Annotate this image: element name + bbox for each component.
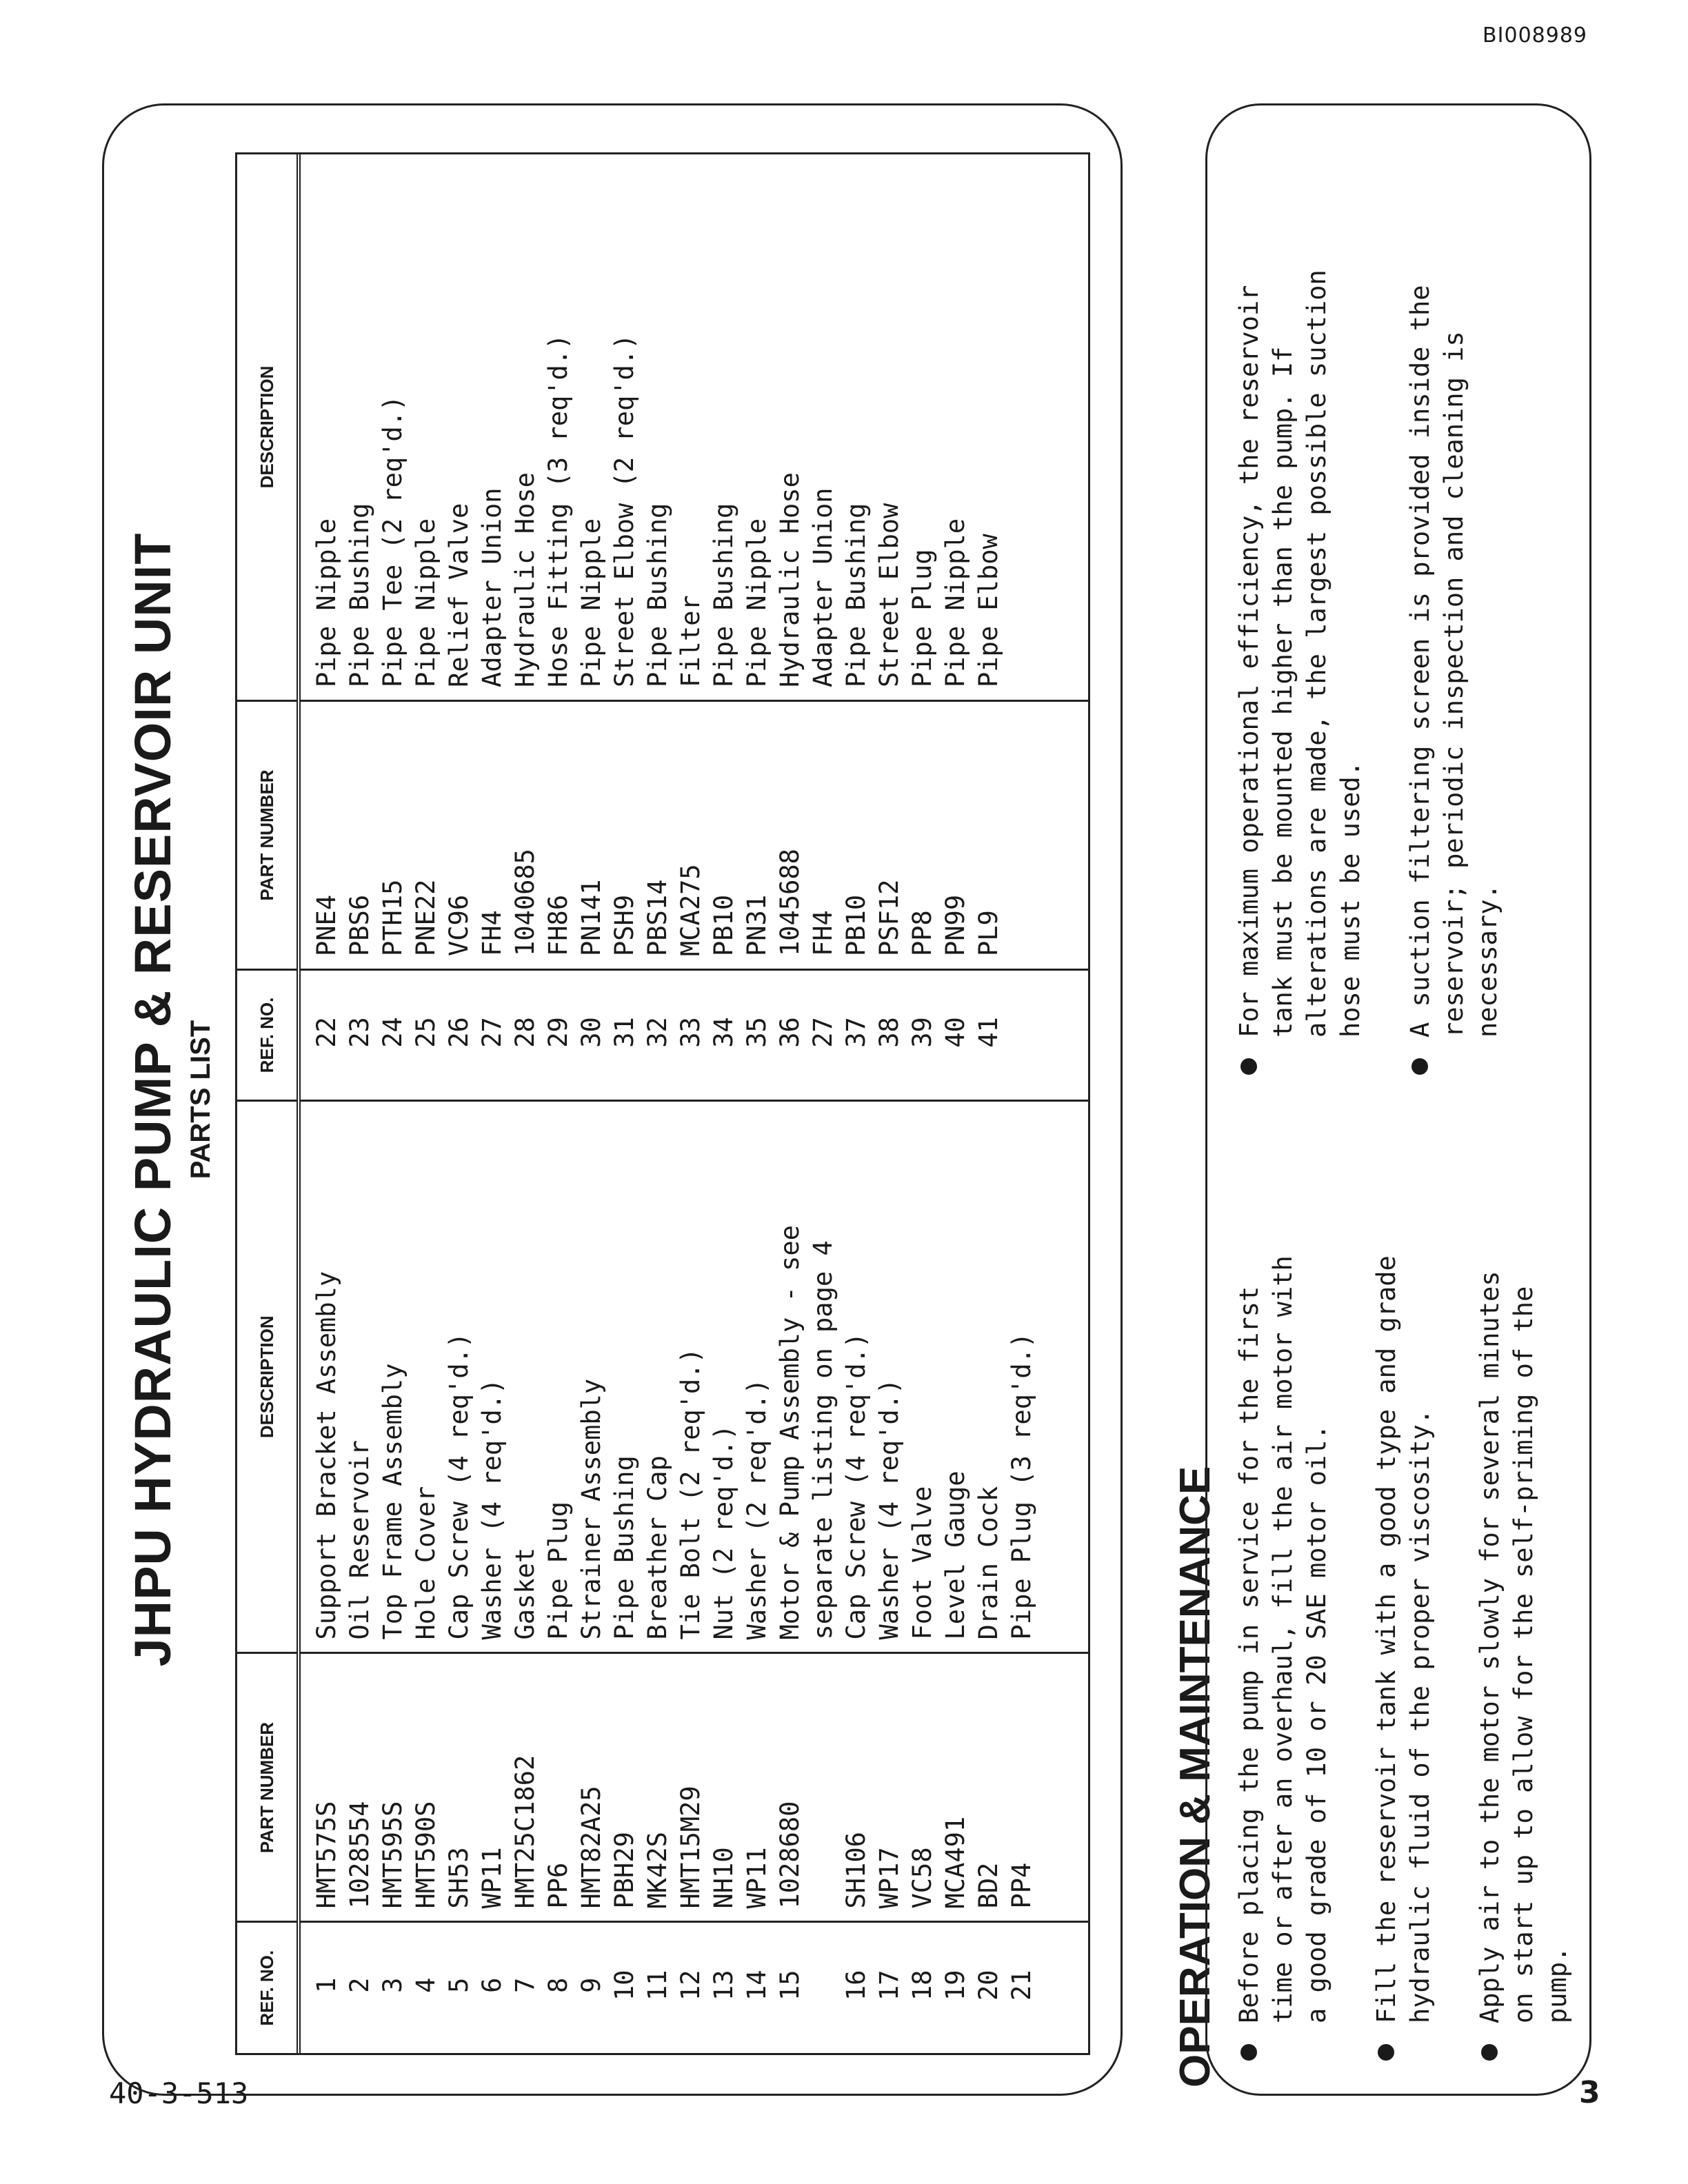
ref-no-cell: 38 xyxy=(874,1017,904,1048)
ref-no-cell: 13 xyxy=(709,1970,738,2001)
part-number-column xyxy=(299,1653,1088,1922)
document-id: BI008989 xyxy=(1483,23,1587,48)
description-column xyxy=(299,154,1088,701)
part-number-cell: PN99 xyxy=(941,894,970,956)
description-cell: Filter xyxy=(676,595,705,687)
ref-no-cell: 31 xyxy=(610,1017,639,1048)
rotated-content xyxy=(102,103,1605,2096)
part-number-cell: PB10 xyxy=(709,894,738,956)
part-number-cell: PP8 xyxy=(907,910,937,956)
description-cell: Pipe Bushing xyxy=(643,503,672,687)
ref-no-cell: 30 xyxy=(576,1017,606,1048)
ref-no-cell xyxy=(807,1930,840,2041)
instruction-text: Fill the reservoir tank with a good type and grade hydraulic fluid of the proper viscosity. xyxy=(1372,1255,1435,2023)
part-number-cell: FH4 xyxy=(808,910,838,956)
part-number-cell: 1028680 xyxy=(775,1801,805,1909)
part-number-cell: HMT595S xyxy=(378,1801,408,1909)
description-cell: Relief Valve xyxy=(444,503,474,687)
description-cell: Pipe Bushing xyxy=(841,503,871,687)
description-cell: Pipe Nipple xyxy=(312,518,341,687)
part-number-column xyxy=(299,701,1088,970)
ref-no-cell: 33 xyxy=(676,1017,705,1048)
ref-no-cell: 14 xyxy=(742,1970,772,2001)
part-number-cell: PNE4 xyxy=(312,894,341,956)
description-cell: Pipe Nipple xyxy=(576,518,606,687)
part-number-cell: PP4 xyxy=(1007,1862,1036,1909)
ref-no-cell: 34 xyxy=(709,1017,738,1048)
part-number-cell: HMT15M29 xyxy=(676,1786,705,1909)
ref-no-cell: 39 xyxy=(907,1017,937,1048)
ref-no-column xyxy=(299,1922,1088,2053)
instruction-text: For maximum operational efficiency, the reservoir tank must be mounted higher than the pump. If alterations are made, the largest possible suction hose must be used. xyxy=(1234,270,1365,1038)
ref-no-cell: 8 xyxy=(543,1977,573,1993)
ref-no-cell: 9 xyxy=(576,1977,606,1993)
bullet-icon xyxy=(1481,2044,1498,2061)
ref-no-cell: 12 xyxy=(676,1970,705,2001)
instructions-right-column xyxy=(1232,143,1540,1080)
ref-no-cell: 4 xyxy=(411,1977,441,1993)
part-number-cell: 1045688 xyxy=(775,849,805,956)
part-number-cell: MK42S xyxy=(643,1832,672,1909)
instruction-item xyxy=(1369,1129,1437,2066)
description-cell: Washer (2 req'd.) xyxy=(742,1378,772,1640)
description-cell: Strainer Assembly xyxy=(576,1378,606,1640)
ref-no-cell: 6 xyxy=(477,1977,507,1993)
ref-no-cell: 5 xyxy=(444,1977,474,1993)
part-number-cell: WP11 xyxy=(477,1847,507,1909)
part-number-cell: MCA491 xyxy=(941,1816,970,1909)
part-number-cell: BD2 xyxy=(974,1862,1003,1909)
description-cell: Hydraulic Hose xyxy=(510,472,540,687)
ref-no-cell: 11 xyxy=(643,1970,672,2001)
description-cell: Street Elbow (2 req'd.) xyxy=(610,334,639,687)
bullet-icon xyxy=(1240,2044,1257,2061)
description-cell: Oil Reservoir xyxy=(345,1439,374,1640)
part-number-cell: VC58 xyxy=(907,1847,937,1909)
instruction-item xyxy=(1232,1129,1334,2066)
ref-no-cell: 27 xyxy=(477,1017,507,1048)
description-cell: Top Frame Assembly xyxy=(378,1363,408,1640)
bullet-icon xyxy=(1411,1058,1428,1075)
description-cell: Pipe Bushing xyxy=(610,1455,639,1640)
description-cell: Cap Screw (4 req'd.) xyxy=(444,1332,474,1640)
parts-table-right xyxy=(237,154,1088,1102)
ref-no-cell: 27 xyxy=(808,1017,838,1048)
part-number-cell: PBH29 xyxy=(610,1832,639,1909)
part-number-cell: PN31 xyxy=(742,894,772,956)
instruction-text: Before placing the pump in service for the first time or after an overhaul, fill the air motor with a good grade of 10 or 20 SAE motor oil. xyxy=(1234,1255,1332,2023)
description-cell: Hydraulic Hose xyxy=(775,472,805,687)
part-number-cell: HMT25C1862 xyxy=(510,1755,540,1909)
description-cell: Pipe Nipple xyxy=(742,518,772,687)
ref-no-cell: 22 xyxy=(312,1017,341,1048)
description-cell: Pipe Bushing xyxy=(709,503,738,687)
description-cell: Adapter Union xyxy=(808,487,838,687)
description-cell: Cap Screw (4 req'd.) xyxy=(841,1332,871,1640)
part-number-cell: NH10 xyxy=(709,1847,738,1909)
ref-no-cell: 10 xyxy=(610,1970,639,2001)
instruction-text: Apply air to the motor slowly for several minutes on start up to allow for the self-priming of the pump. xyxy=(1475,1271,1572,2023)
parts-table-left xyxy=(237,1102,1088,2053)
description-cell: Pipe Bushing xyxy=(345,503,374,687)
ref-no-cell: 18 xyxy=(907,1970,937,2001)
operation-maintenance-panel xyxy=(1205,103,1591,2096)
instructions-left-column xyxy=(1232,1129,1610,2066)
instruction-item xyxy=(1473,1129,1574,2066)
description-cell: Washer (4 req'd.) xyxy=(477,1378,507,1640)
page-number: 3 xyxy=(1579,2075,1600,2110)
part-number-cell: 1028554 xyxy=(345,1801,374,1909)
part-number-cell: VC96 xyxy=(444,894,474,956)
ref-no-cell: 36 xyxy=(775,1017,805,1048)
description-cell: Pipe Plug (3 req'd.) xyxy=(1007,1332,1036,1640)
ref-no-cell: 29 xyxy=(543,1017,573,1048)
description-cell: separate listing on page 4 xyxy=(808,1240,838,1640)
description-header: DESCRIPTION xyxy=(237,1102,299,1653)
part-number-cell: PNE22 xyxy=(411,879,441,956)
instruction-text: A suction filtering screen is provided inside the reservoir; periodic inspection and cleaning is necessary. xyxy=(1405,285,1503,1038)
ref-no-cell: 35 xyxy=(742,1017,772,1048)
description-cell: Nut (2 req'd.) xyxy=(709,1424,738,1640)
ref-no-cell: 21 xyxy=(1007,1970,1036,2001)
part-number-header: PART NUMBER xyxy=(237,1653,299,1922)
part-number-cell: SH106 xyxy=(841,1832,871,1909)
description-cell: Pipe Nipple xyxy=(411,518,441,687)
part-number-cell: HMT575S xyxy=(312,1801,341,1909)
ref-no-cell: 32 xyxy=(643,1017,672,1048)
ref-no-cell: 2 xyxy=(345,1977,374,1993)
ref-no-cell: 7 xyxy=(510,1977,540,1993)
description-cell: Breather Cap xyxy=(643,1455,672,1640)
instruction-item xyxy=(1232,143,1367,1080)
instruction-item xyxy=(1403,143,1505,1080)
part-number-cell: PL9 xyxy=(974,910,1003,956)
part-number-header: PART NUMBER xyxy=(237,701,299,970)
description-cell: Gasket xyxy=(510,1547,540,1640)
part-number-cell: SH53 xyxy=(444,1847,474,1909)
part-number-cell: PSF12 xyxy=(874,879,904,956)
ref-no-cell: 20 xyxy=(974,1970,1003,2001)
ref-no-cell: 25 xyxy=(411,1017,441,1048)
document-number: 40-3-513 xyxy=(109,2076,249,2110)
ref-no-cell: 23 xyxy=(345,1017,374,1048)
ref-no-cell: 40 xyxy=(941,1017,970,1048)
description-cell: Motor & Pump Assembly - see xyxy=(775,1225,805,1640)
description-cell: Level Gauge xyxy=(941,1470,970,1640)
bullet-icon xyxy=(1240,1058,1257,1075)
ref-no-cell: 24 xyxy=(378,1017,408,1048)
part-number-cell: PSH9 xyxy=(610,894,639,956)
ref-no-cell: 1 xyxy=(312,1977,341,1993)
part-number-cell: HMT82A25 xyxy=(576,1786,606,1909)
description-cell: Adapter Union xyxy=(477,487,507,687)
ref-no-cell: 19 xyxy=(941,1970,970,2001)
part-number-cell: HMT590S xyxy=(411,1801,441,1909)
part-number-cell: WP11 xyxy=(742,1847,772,1909)
part-number-cell xyxy=(807,1661,840,1909)
ref-no-cell: 26 xyxy=(444,1017,474,1048)
part-number-cell: FH86 xyxy=(543,894,573,956)
description-cell: Hole Cover xyxy=(411,1486,441,1640)
description-column xyxy=(299,1102,1088,1653)
description-cell: Pipe Elbow xyxy=(974,534,1003,687)
ref-no-cell: 16 xyxy=(841,1970,871,2001)
description-cell: Pipe Plug xyxy=(907,549,937,687)
description-cell: Pipe Plug xyxy=(543,1502,573,1640)
description-cell: Hose Fitting (3 req'd.) xyxy=(543,334,573,687)
part-number-cell: WP17 xyxy=(874,1847,904,1909)
part-number-cell: PB10 xyxy=(841,894,871,956)
ref-no-cell: 41 xyxy=(974,1017,1003,1048)
ref-no-cell: 15 xyxy=(775,1970,805,2001)
description-cell: Drain Cock xyxy=(974,1486,1003,1640)
ref-no-cell: 17 xyxy=(874,1970,904,2001)
description-cell: Foot Valve xyxy=(907,1486,937,1640)
part-number-cell: 1040685 xyxy=(510,849,540,956)
parts-table-frame xyxy=(235,152,1090,2055)
description-cell: Pipe Nipple xyxy=(941,518,970,687)
description-cell: Washer (4 req'd.) xyxy=(874,1378,904,1640)
ref-no-cell: 3 xyxy=(378,1977,408,1993)
bullet-icon xyxy=(1378,2044,1394,2061)
part-number-cell: FH4 xyxy=(477,910,507,956)
description-cell: Support Bracket Assembly xyxy=(312,1271,341,1640)
page-subtitle: PARTS LIST xyxy=(185,1020,216,1180)
part-number-cell: PN141 xyxy=(576,879,606,956)
description-header: DESCRIPTION xyxy=(237,154,299,701)
ref-no-header: REF. NO. xyxy=(237,1922,299,2053)
description-cell: Pipe Tee (2 req'd.) xyxy=(378,395,408,687)
ref-no-cell: 37 xyxy=(841,1017,871,1048)
ref-no-cell: 28 xyxy=(510,1017,540,1048)
page-title: JHPU HYDRAULIC PUMP & RESERVOIR UNIT xyxy=(124,532,181,1667)
part-number-cell: PTH15 xyxy=(378,879,408,956)
description-cell: Street Elbow xyxy=(874,503,904,687)
parts-list-panel xyxy=(102,103,1123,2096)
ref-no-column xyxy=(299,970,1088,1101)
part-number-cell: PBS14 xyxy=(643,879,672,956)
part-number-cell: PP6 xyxy=(543,1862,573,1909)
part-number-cell: MCA275 xyxy=(676,864,705,956)
ref-no-header: REF. NO. xyxy=(237,970,299,1101)
operation-maintenance-heading: OPERATION & MAINTENANCE xyxy=(1172,1466,1219,2087)
description-cell: Tie Bolt (2 req'd.) xyxy=(676,1348,705,1640)
part-number-cell: PBS6 xyxy=(345,894,374,956)
